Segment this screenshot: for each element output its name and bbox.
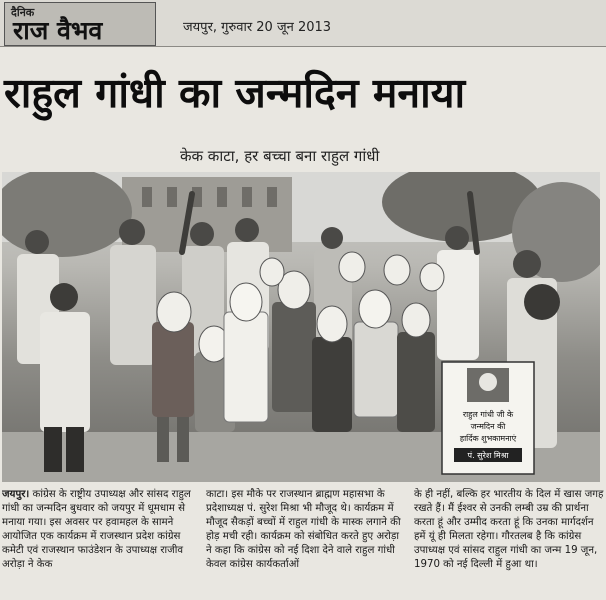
subheadline: केक काटा, हर बच्चा बना राहुल गांधी (180, 147, 380, 165)
logo-title: राज वैभव (13, 16, 103, 45)
article-column-2: काटा। इस मौके पर राजस्थान ब्राह्मण महासभा के प्रदेशाध्यक्ष पं. सुरेश मिश्रा भी मौजूद थे। कार्यक्रम में मौजूद सैकड़ों बच्चों में राहुल गांधी के मास्क लगाने की होड़ मची रही। कार्यक्रम को संबोधित करते हुए अरोड़ा ने कहा कि कांग्रेस को नई दिशा देने वाले राहुल गांधी केवल कांग्रेस कार्यकर्ताओं (206, 489, 401, 570)
article-body (0, 488, 606, 600)
article-column-1 (2, 488, 198, 600)
banner-line-3: हार्दिक शुभकामनाएं (459, 434, 517, 443)
banner-line-4: पं. सुरेश मिश्रा (467, 451, 509, 460)
headline: राहुल गांधी का जन्मदिन मनाया (4, 69, 466, 117)
banner-line-1: राहुल गांधी जी के (462, 410, 514, 419)
newspaper-logo (4, 2, 156, 46)
article-column-1-text: कांग्रेस के राष्ट्रीय उपाध्यक्ष और सांसद राहुल गांधी का जन्मदिन बुधवार को जयपुर में धूमधाम से मनाया गया। इस अवसर पर हवामहल के सामने आयोजित एक कार्यक्रम में राजस्थान प्रदेश कांग्रेस कमेटी एवं राजस्थान फाउंडेशन के उपाध्यक्ष राजीव अरोड़ा ने केक (2, 489, 191, 570)
crowd-photo-illustration (2, 172, 600, 482)
article-dateline: जयपुर। (2, 489, 30, 500)
greeting-banner (442, 362, 534, 474)
issue-dateline: जयपुर, गुरुवार 20 जून 2013 (183, 20, 332, 35)
news-photo (2, 172, 600, 482)
article-column-3: के ही नहीं, बल्कि हर भारतीय के दिल में खास जगह रखते हैं। मैं ईश्वर से उनकी लम्बी उम्र की प्रार्थना करता हूं और उम्मीद करता हूं कि उनका मार्गदर्शन हमें यूं ही मिलता रहेगा। गौरतलब है कि कांग्रेस उपाध्यक्ष एवं सांसद राहुल गांधी का जन्म 19 जून, 1970 को नई दिल्ली में हुआ था। (414, 489, 604, 570)
logo-tagline: दैनिक (11, 6, 35, 19)
banner-line-2: जन्मदिन की (470, 422, 506, 431)
masthead (0, 0, 606, 47)
